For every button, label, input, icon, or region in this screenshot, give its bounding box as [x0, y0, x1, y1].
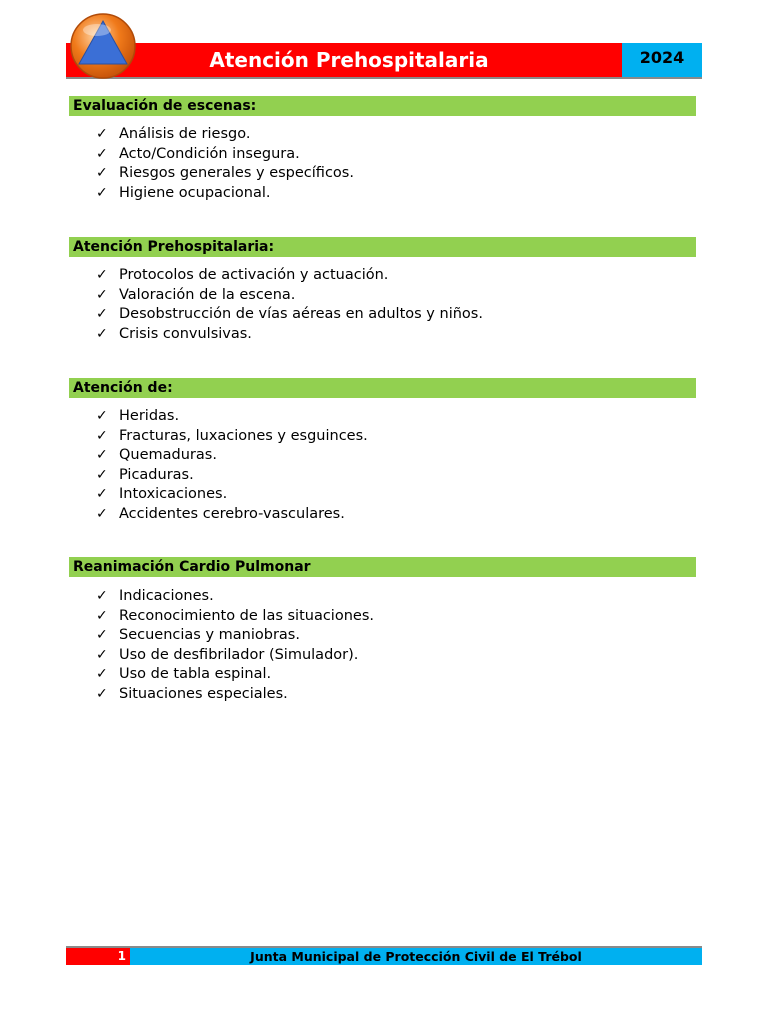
section-list-care-of [96, 407, 368, 525]
checkmark-icon: ✓ [96, 607, 108, 624]
checkmark-icon: ✓ [96, 466, 108, 483]
list-item: ✓ Indicaciones. [96, 587, 374, 607]
list-item: ✓ Reconocimiento de las situaciones. [96, 607, 374, 627]
checkmark-icon: ✓ [96, 627, 108, 644]
checkmark-icon: ✓ [96, 306, 108, 323]
checkmark-icon: ✓ [96, 505, 108, 522]
checkmark-icon: ✓ [96, 685, 108, 702]
list-item: ✓ Desobstrucción de vías aéreas en adultos y niños. [96, 305, 483, 325]
checkmark-icon: ✓ [96, 325, 108, 342]
list-item: ✓ Análisis de riesgo. [96, 125, 354, 145]
list-item: ✓ Situaciones especiales. [96, 685, 374, 705]
checkmark-icon: ✓ [96, 447, 108, 464]
list-item: ✓ Protocolos de activación y actuación. [96, 266, 483, 286]
section-list-cpr [96, 587, 374, 705]
footer-bar [66, 946, 702, 965]
list-item: ✓ Acto/Condición insegura. [96, 145, 354, 165]
checkmark-icon: ✓ [96, 165, 108, 182]
checkmark-icon: ✓ [96, 646, 108, 663]
list-item: ✓ Picaduras. [96, 466, 368, 486]
header-year: 2024 [639, 48, 685, 67]
checkmark-icon: ✓ [96, 184, 108, 201]
list-item: ✓ Accidentes cerebro-vasculares. [96, 505, 368, 525]
checkmark-icon: ✓ [96, 408, 108, 424]
list-item: ✓ Fracturas, luxaciones y esguinces. [96, 427, 368, 447]
section-heading-scene-evaluation: Evaluación de escenas: [69, 96, 696, 116]
checkmark-icon: ✓ [96, 267, 108, 283]
list-item: ✓ Heridas. [96, 407, 368, 427]
list-item: ✓ Riesgos generales y específicos. [96, 164, 354, 184]
checkmark-icon: ✓ [96, 145, 108, 162]
list-item: ✓ Quemaduras. [96, 446, 368, 466]
section-heading-cpr: Reanimación Cardio Pulmonar [69, 557, 696, 577]
footer-text: Junta Municipal de Protección Civil de El Trébol [250, 949, 582, 964]
list-item: ✓ Crisis convulsivas. [96, 325, 483, 345]
list-item: ✓ Intoxicaciones. [96, 485, 368, 505]
checkmark-icon: ✓ [96, 486, 108, 503]
section-heading-prehospital-care: Atención Prehospitalaria: [69, 237, 696, 257]
civil-protection-logo-icon [67, 12, 141, 80]
list-item: ✓ Valoración de la escena. [96, 286, 483, 306]
page-title: Atención Prehospitalaria [209, 48, 489, 72]
section-list-scene-evaluation [96, 125, 354, 203]
header-bar [66, 43, 702, 79]
page-number: 1 [117, 949, 126, 963]
section-heading-care-of: Atención de: [69, 378, 696, 398]
checkmark-icon: ✓ [96, 126, 108, 142]
list-item: ✓ Uso de tabla espinal. [96, 665, 374, 685]
checkmark-icon: ✓ [96, 588, 108, 604]
checkmark-icon: ✓ [96, 286, 108, 303]
checkmark-icon: ✓ [96, 666, 108, 683]
section-list-prehospital-care [96, 266, 483, 344]
list-item: ✓ Uso de desfibrilador (Simulador). [96, 646, 374, 666]
list-item: ✓ Higiene ocupacional. [96, 184, 354, 204]
checkmark-icon: ✓ [96, 427, 108, 444]
list-item: ✓ Secuencias y maniobras. [96, 626, 374, 646]
